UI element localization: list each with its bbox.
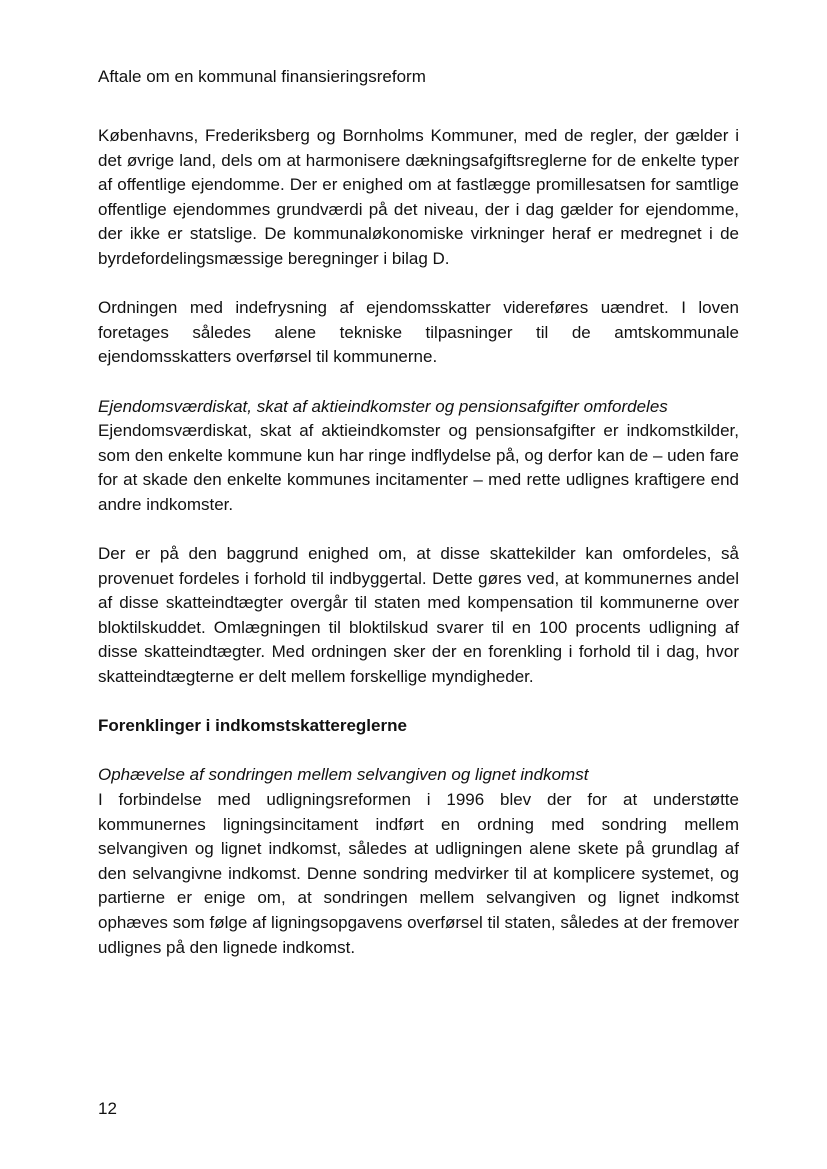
paragraph-indefrysning: Ordningen med indefrysning af ejendomsskatter videreføres uændret. I loven foretages således alene tekniske tilpasninger til de amtskommunale ejendomsskatters overførsel til kommunerne. — [98, 298, 739, 367]
paragraph-sondring: I forbindelse med udligningsreformen i 1996 blev der for at understøtte kommunernes ligningsincitament indført en ordning med sondring mellem selvangiven og lignet indkomst, således at udligningen alene skete på grundlag af den selvangivne indkomst. Denne sondring medvirker til at komplicere systemet, og partierne er enige om, at sondringen mellem selvangiven og lignet indkomst ophæves som følge af ligningsopgavens overførsel til staten, således at der fremover udlignes på den lignede indkomst. — [98, 790, 739, 957]
document-header: Aftale om en kommunal finansieringsreform — [98, 67, 426, 86]
page-number: 12 — [98, 1099, 117, 1118]
section-heading: Forenklinger i indkomstskattereglerne — [98, 716, 407, 736]
subheading-omfordeling: Ejendomsværdiskat, skat af aktieindkomster og pensionsafgifter omfordeles — [98, 396, 668, 416]
document-body — [98, 124, 739, 985]
paragraph-omfordeling: Der er på den baggrund enighed om, at disse skattekilder kan omfordeles, så provenuet fordeles i forhold til indbyggertal. Dette gøres ved, at kommunernes andel af disse skatteindtægter overgår til staten med kompensation til kommunerne over bloktilskuddet. Omlægningen til bloktilskud svarer til en 100 procents udligning af disse skatteindtægter. Med ordningen sker der en forenkling i forhold til i dag, hvor skatteindtægterne er delt mellem forskellige myndigheder. — [98, 544, 739, 687]
subheading-sondring: Ophævelse af sondringen mellem selvangiven og lignet indkomst — [98, 765, 589, 785]
paragraph-indkomstkilder: Ejendomsværdiskat, skat af aktieindkomster og pensionsafgifter er indkomstkilder, som den enkelte kommune kun har ringe indflydelse på, og derfor kan de – uden fare for at skade den enkelte kommunes incitamenter – med rette udlignes kraftigere end andre indkomster. — [98, 421, 739, 514]
paragraph-dækningsafgift: Københavns, Frederiksberg og Bornholms Kommuner, med de regler, der gælder i det øvrige land, dels om at harmonisere dækningsafgiftsreglerne for de enkelte typer af offentlige ejendomme. Der er enighed om at fastlægge promillesatsen for samtlige offentlige ejendommes grundværdi på det niveau, der i dag gælder for ejendomme, der ikke er statslige. De kommunaløkonomiske virkninger heraf er medregnet i de byrdefordelingsmæssige beregninger i bilag D. — [98, 126, 739, 268]
